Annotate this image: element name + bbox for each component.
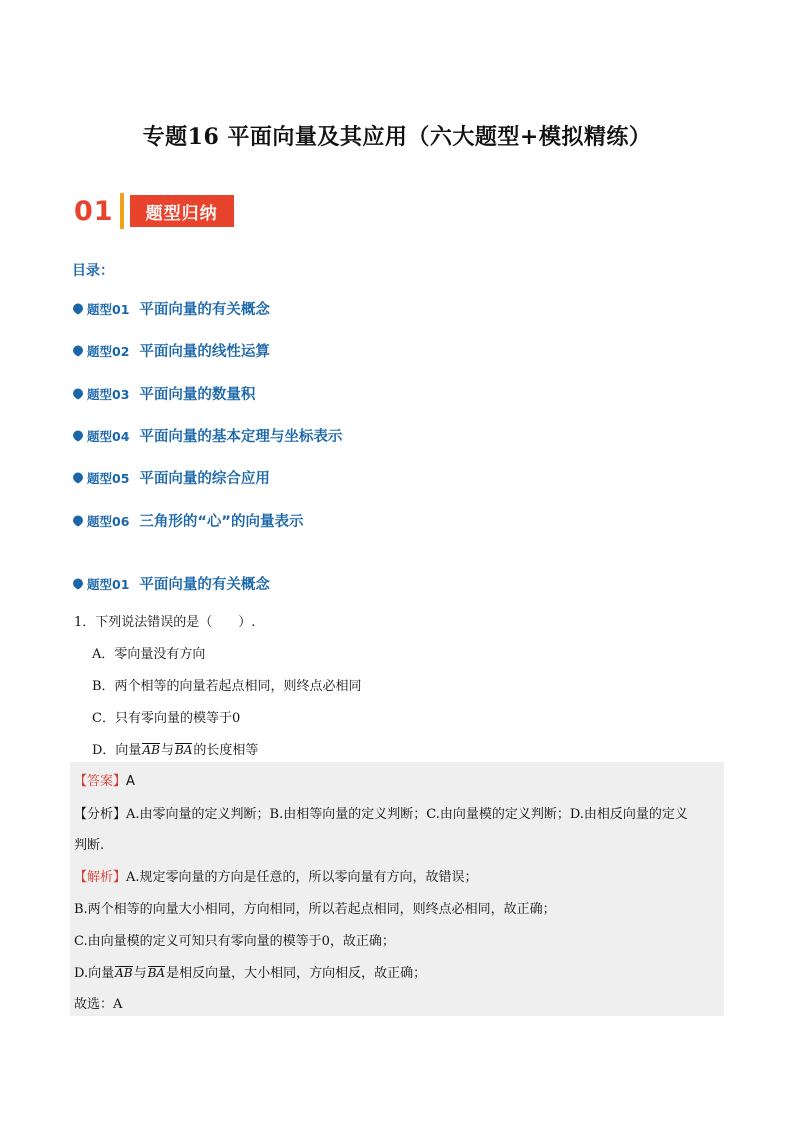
final-answer: 故选：A bbox=[74, 997, 123, 1012]
option-d-mid: 与 bbox=[160, 743, 174, 758]
toc-item-tag: 题型04 bbox=[87, 428, 130, 444]
analysis-label: 【分析】 bbox=[74, 807, 127, 822]
solution-line-3: C.由向量模的定义可知只有零向量的模等于0，故正确； bbox=[74, 934, 395, 949]
toc-item-text: 平面向量的有关概念 bbox=[139, 302, 270, 318]
answer-label: 【答案】 bbox=[74, 774, 127, 789]
option-d-suffix: 的长度相等 bbox=[193, 743, 259, 758]
section-number: 01 bbox=[74, 195, 114, 227]
toc-item[interactable] bbox=[72, 340, 270, 361]
solution-line-4-mid: 与 bbox=[133, 966, 147, 981]
toc-item[interactable] bbox=[72, 383, 255, 404]
analysis-text: A.由零向量的定义判断；B.由相等向量的定义判断；C.由向量模的定义判断；D.由相反向量的定义 bbox=[126, 807, 688, 822]
question-type-heading bbox=[72, 573, 270, 594]
question-type-tag: 题型01 bbox=[87, 576, 130, 592]
vector-ba: BA bbox=[174, 743, 193, 757]
toc-item-text: 平面向量的线性运算 bbox=[139, 344, 270, 360]
solution-line-1 bbox=[74, 866, 478, 885]
location-pin-icon bbox=[72, 388, 84, 400]
vector-ab: AB bbox=[142, 743, 160, 757]
location-pin-icon bbox=[72, 578, 84, 590]
section-header bbox=[74, 192, 234, 230]
location-pin-icon bbox=[72, 472, 84, 484]
location-pin-icon bbox=[72, 515, 84, 527]
toc-label: 目录： bbox=[72, 263, 114, 279]
solution-line-4 bbox=[74, 962, 426, 981]
answer-line bbox=[74, 770, 135, 789]
toc-item-tag: 题型01 bbox=[87, 301, 130, 317]
vector-ba: BA bbox=[147, 966, 166, 980]
toc-item-tag: 题型05 bbox=[87, 470, 130, 486]
option-b: B．两个相等的向量若起点相同，则终点必相同 bbox=[92, 679, 362, 694]
toc-item-text: 平面向量的数量积 bbox=[139, 387, 256, 403]
page-title: 专题16 平面向量及其应用（六大题型+模拟精练） bbox=[142, 124, 652, 150]
toc-item[interactable] bbox=[72, 298, 270, 319]
answer-value: A bbox=[126, 774, 135, 789]
vector-ab: AB bbox=[115, 966, 133, 980]
section-divider bbox=[120, 193, 124, 229]
analysis-line bbox=[74, 803, 688, 822]
analysis-line-2: 判断. bbox=[74, 838, 105, 853]
location-pin-icon bbox=[72, 430, 84, 442]
toc-item-text: 平面向量的基本定理与坐标表示 bbox=[139, 429, 343, 445]
toc-item[interactable] bbox=[72, 510, 303, 531]
question-stem: 1．下列说法错误的是（ ）. bbox=[74, 615, 256, 630]
toc-item[interactable] bbox=[72, 467, 270, 488]
solution-line-4-prefix: D.向量 bbox=[74, 966, 115, 981]
option-a: A．零向量没有方向 bbox=[92, 647, 206, 662]
question-type-text: 平面向量的有关概念 bbox=[139, 577, 270, 593]
solution-label: 【解析】 bbox=[74, 870, 127, 885]
solution-text: A.规定零向量的方向是任意的，所以零向量有方向，故错误； bbox=[126, 870, 478, 885]
toc-item-tag: 题型06 bbox=[87, 513, 130, 529]
toc-item-tag: 题型02 bbox=[87, 343, 130, 359]
option-d-prefix: D．向量 bbox=[92, 743, 142, 758]
toc-item[interactable] bbox=[72, 425, 342, 446]
option-c: C．只有零向量的模等于0 bbox=[92, 711, 241, 726]
toc-item-text: 三角形的“心”的向量表示 bbox=[139, 514, 304, 530]
toc-item-text: 平面向量的综合应用 bbox=[139, 471, 270, 487]
solution-line-2: B.两个相等的向量大小相同，方向相同，所以若起点相同，则终点必相同，故正确； bbox=[74, 902, 556, 917]
option-d bbox=[92, 739, 258, 758]
solution-line-4-suffix: 是相反向量，大小相同，方向相反，故正确； bbox=[166, 966, 427, 981]
toc-item-tag: 题型03 bbox=[87, 386, 130, 402]
section-label: 题型归纳 bbox=[130, 195, 234, 227]
location-pin-icon bbox=[72, 303, 84, 315]
location-pin-icon bbox=[72, 345, 84, 357]
